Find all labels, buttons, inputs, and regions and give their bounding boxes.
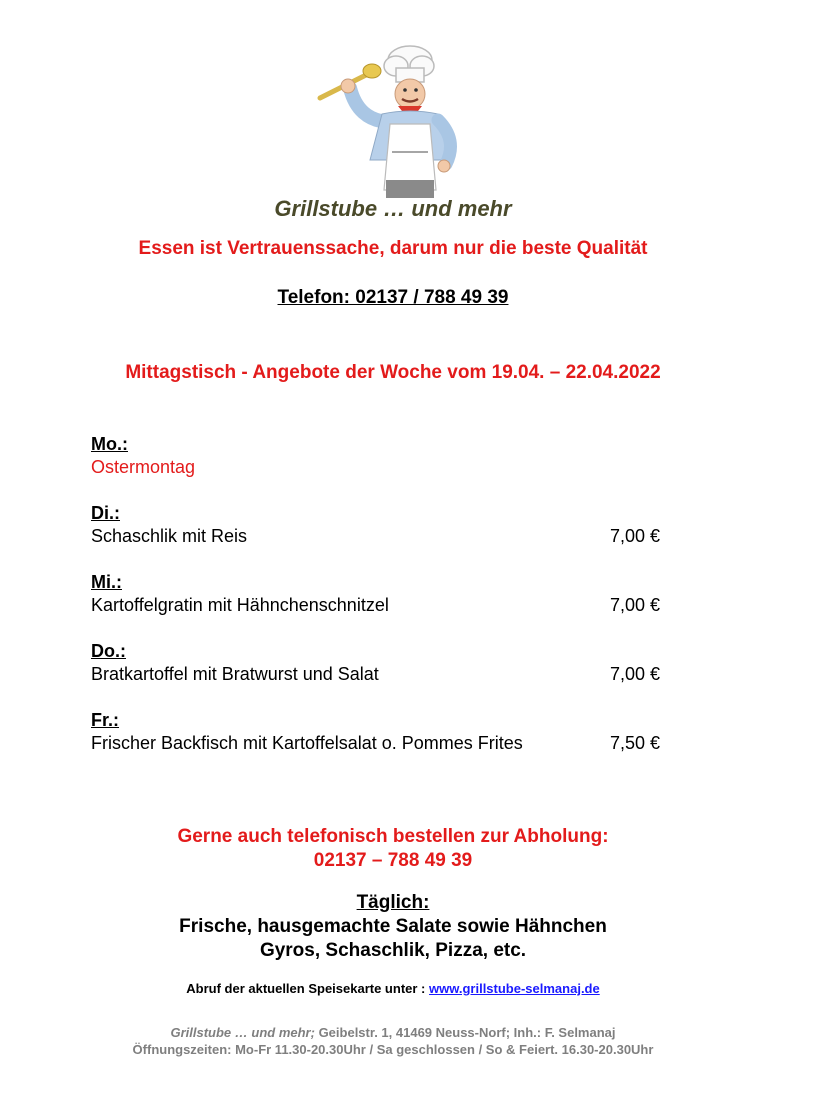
order-line: Gerne auch telefonisch bestellen zur Abholung: [177,826,609,847]
slogan: Essen ist Vertrauenssache, darum nur die beste Qualität [138,238,648,259]
dish-name: Schaschlik mit Reis [91,526,248,546]
order-phone: 02137 – 788 49 39 [313,850,473,871]
footer-name: Grillstube … und mehr; [170,1025,315,1040]
day-label: Mo.: [91,434,128,454]
dish-name: Ostermontag [91,457,196,477]
day-label: Fr.: [91,710,120,730]
dish-price: 7,00 € [610,526,661,546]
dish-price: 7,00 € [610,595,661,615]
day-label: Do.: [91,641,126,661]
chef-logo [310,40,480,198]
dish-name: Bratkartoffel mit Bratwurst und Salat [91,664,379,684]
day-monday [91,433,691,479]
footer-hours: Öffnungszeiten: Mo-Fr 11.30-20.30Uhr / Sa geschlossen / So & Feiert. 16.30-20.30Uhr [132,1042,654,1057]
phone-number: Telefon: 02137 / 788 49 39 [277,287,509,308]
daily-heading: Täglich: [356,892,430,913]
day-label: Mi.: [91,572,122,592]
dish-name: Frischer Backfisch mit Kartoffelsalat o. Pommes Frites [91,733,523,753]
day-thursday [91,640,691,686]
dish-name: Kartoffelgratin mit Hähnchenschnitzel [91,595,389,615]
footer-address-line [0,1024,786,1041]
day-friday [91,709,691,755]
website-link[interactable]: www.grillstube-selmanaj.de [429,981,600,996]
daily-offer [0,891,786,963]
weekly-offer-heading: Mittagstisch - Angebote der Woche vom 19.04. – 22.04.2022 [125,362,661,383]
menu-web-info [0,981,786,996]
daily-line: Gyros, Schaschlik, Pizza, etc. [259,940,527,961]
footer-address: Geibelstr. 1, 41469 Neuss-Norf; Inh.: F. Selmanaj [314,1025,616,1040]
order-info [0,825,786,873]
dish-price: 7,50 € [610,733,661,753]
day-wednesday [91,571,691,617]
web-text: Abruf der aktuellen Speisekarte unter : [186,981,426,996]
day-tuesday [91,502,691,548]
dish-price: 7,00 € [610,664,661,684]
footer [0,1024,786,1058]
daily-line: Frische, hausgemachte Salate sowie Hähnchen [179,916,607,937]
restaurant-title: Grillstube … und mehr [274,196,512,221]
day-label: Di.: [91,503,120,523]
